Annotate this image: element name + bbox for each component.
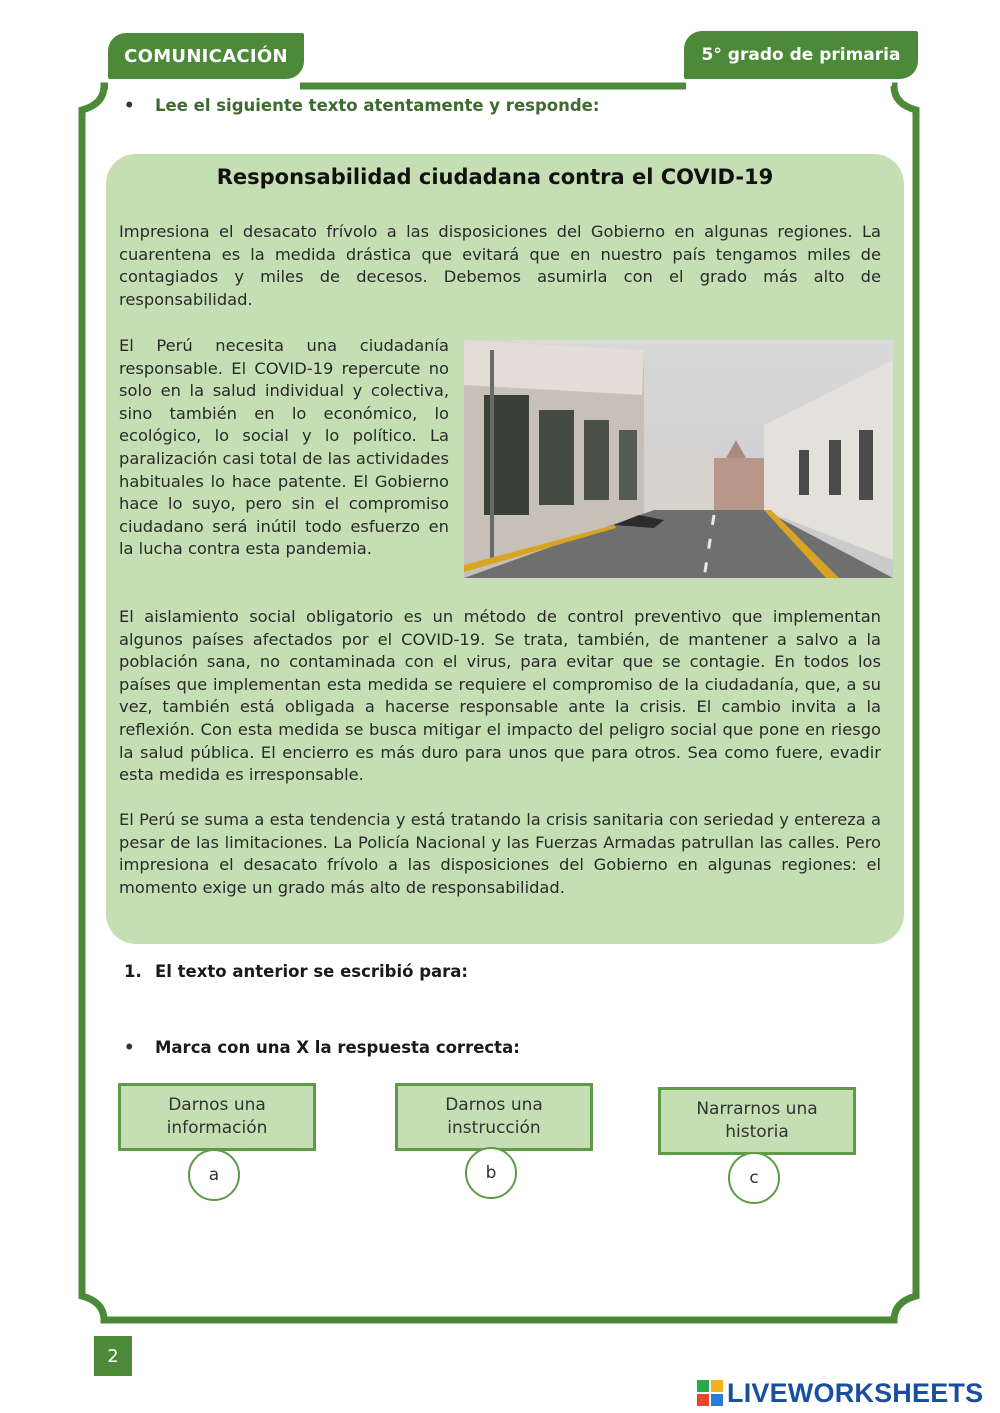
option-c-box	[658, 1087, 856, 1155]
option-b-circle[interactable]	[465, 1147, 517, 1199]
bullet-icon: •	[124, 96, 135, 115]
option-c-letter: c	[749, 1168, 759, 1188]
reading-paragraph-4: El Perú se suma a esta tendencia y está tratando la crisis sanitaria con seriedad y entereza a pesar de las limitaciones. La Policía Nacional y las Fuerzas Armadas patrullan las calles. Pero impresiona el desacato frívolo a las disposiciones del Gobierno en algunas regiones: el momento exige un grado más alto de responsabilidad.	[119, 810, 881, 897]
option-a-box	[118, 1083, 316, 1151]
subject-label: COMUNICACIÓN	[124, 45, 288, 67]
option-a-circle[interactable]	[188, 1149, 240, 1201]
option-b-box	[395, 1083, 593, 1151]
liveworksheets-logo-icon	[697, 1380, 723, 1406]
option-a-text: Darnos una información	[166, 1095, 268, 1138]
reading-paragraph-3: El aislamiento social obligatorio es un método de control preventivo que implementan algunos países afectados por el COVID-19. Se trata, también, de mantener a salvo a la población sana, no contaminada con el virus, para evitar que se contagie. En todos los países que implementan esta medida se requiere el compromiso de la ciudadanía, que, a su vez, también está obligada a hacerse responsable ante la crisis. El cambio invita a la reflexión. Con esta medida se busca mitigar el impacto del peligro social que pone en riesgo la salud pública. El encierro es más duro para unos que para otros. Sea como fuere, evadir esta medida es irresponsable.	[119, 607, 881, 785]
question-1	[124, 962, 468, 981]
option-b-letter: b	[485, 1163, 497, 1183]
question-number: 1.	[124, 962, 142, 981]
question-text: El texto anterior se escribió para:	[155, 962, 469, 981]
read-instruction	[124, 96, 599, 115]
read-instruction-text: Lee el siguiente texto atentamente y responde:	[155, 96, 600, 115]
grade-label: 5° grado de primaria	[701, 45, 901, 65]
page-number	[94, 1336, 132, 1376]
option-c-text: Narrarnos una historia	[696, 1099, 818, 1142]
page-number-text: 2	[107, 1345, 119, 1367]
subject-tab	[108, 33, 304, 79]
reading-paragraph-2: El Perú necesita una ciudadanía responsable. El COVID-19 repercute no solo en la salud individual y colectiva, sino también en lo económico, lo ecológico, lo social y lo político. La paralización casi total de las actividades habituales lo hace patente. El Gobierno hace lo suyo, pero sin el compromiso ciudadano será inútil todo esfuerzo en la lucha contra esta pandemia.	[119, 336, 449, 559]
reading-paragraph-1: Impresiona el desacato frívolo a las disposiciones del Gobierno en algunas regiones. La cuarentena es la medida drástica que evitará que en nuestro país tengamos miles de contagiados y miles de decesos. Debemos asumirla con el grado más alto de responsabilidad.	[119, 222, 881, 309]
option-b-text: Darnos una instrucción	[445, 1095, 543, 1138]
bullet-icon: •	[124, 1038, 135, 1057]
grade-tab	[684, 31, 918, 79]
mark-instruction	[124, 1038, 520, 1057]
street-photo	[464, 340, 893, 578]
option-c-circle[interactable]	[728, 1152, 780, 1204]
brand-text: LIVEWORKSHEETS	[727, 1377, 984, 1408]
reading-title: Responsabilidad ciudadana contra el COVID-19	[216, 165, 774, 189]
brand-logo	[697, 1378, 983, 1408]
option-a-letter: a	[208, 1165, 220, 1185]
mark-instruction-text: Marca con una X la respuesta correcta:	[155, 1038, 520, 1057]
